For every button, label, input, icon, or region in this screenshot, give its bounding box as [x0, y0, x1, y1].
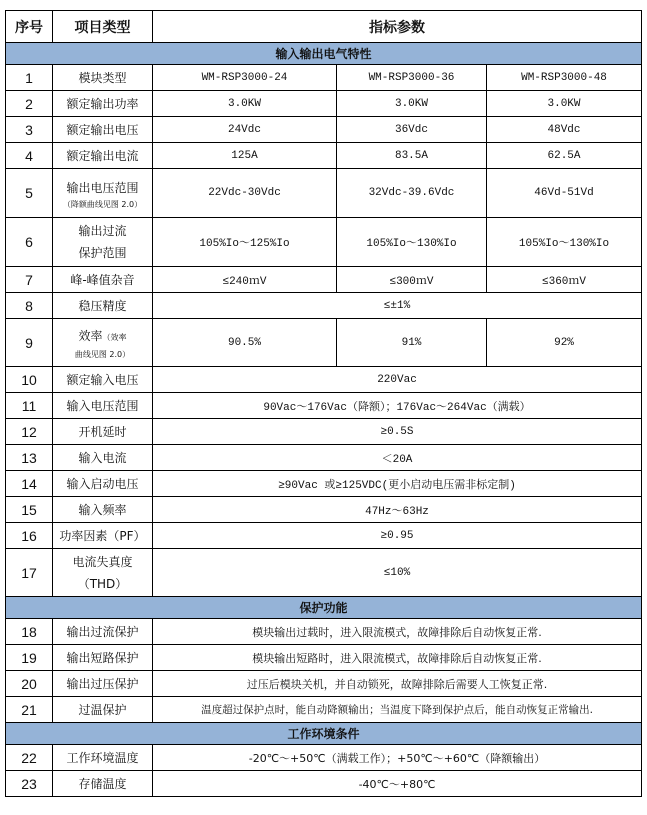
row-item: 稳压精度 — [53, 293, 153, 319]
row-item: 输出短路保护 — [53, 645, 153, 671]
table-row — [6, 445, 642, 471]
section-row — [6, 43, 642, 65]
table-row — [6, 549, 642, 597]
cell-value: 24Vdc — [153, 117, 337, 143]
row-no: 14 — [6, 471, 53, 497]
table-row — [6, 117, 642, 143]
cell-value: ≥0.5S — [153, 419, 642, 445]
cell-value: 模块输出过载时，进入限流模式，故障排除后自动恢复正常. — [153, 619, 642, 645]
table-row — [6, 523, 642, 549]
row-item-note: （效率 — [102, 333, 127, 342]
cell-value: WM-RSP3000-24 — [153, 65, 337, 91]
row-item-label: 输出过流 — [78, 224, 127, 238]
table-row — [6, 91, 642, 117]
table-row — [6, 771, 642, 797]
table-row — [6, 65, 642, 91]
row-no: 18 — [6, 619, 53, 645]
row-no: 20 — [6, 671, 53, 697]
header-row — [6, 11, 642, 43]
cell-value: 62.5A — [487, 143, 642, 169]
row-item: 输出过流保护 — [53, 619, 153, 645]
cell-value: WM-RSP3000-48 — [487, 65, 642, 91]
spec-table — [5, 10, 642, 797]
row-item-label-2: （THD） — [77, 576, 128, 591]
row-no: 11 — [6, 393, 53, 419]
row-item: 额定输入电压 — [53, 367, 153, 393]
row-item-text: 效率 — [78, 329, 103, 343]
row-item-note-2: 曲线见图 2.0） — [74, 350, 131, 359]
table-row — [6, 697, 642, 723]
cell-value: 46Vd-51Vd — [487, 169, 642, 218]
cell-value: -40℃～+80℃ — [153, 771, 642, 797]
row-item-note: （降额曲线见图 2.0） — [62, 199, 143, 209]
row-no: 4 — [6, 143, 53, 169]
row-item: 输入启动电压 — [53, 471, 153, 497]
table-row — [6, 367, 642, 393]
row-item: 输出过压保护 — [53, 671, 153, 697]
cell-value: ≤±1% — [153, 293, 642, 319]
cell-value: 90.5% — [153, 319, 337, 367]
table-row — [6, 267, 642, 293]
row-no: 1 — [6, 65, 53, 91]
table-row — [6, 497, 642, 523]
row-item: 输入电压范围 — [53, 393, 153, 419]
table-row — [6, 218, 642, 267]
row-item — [53, 319, 153, 367]
cell-value: 3.0KW — [337, 91, 487, 117]
header-no: 序号 — [6, 11, 53, 43]
cell-value: 105%Io～125%Io — [153, 218, 337, 267]
cell-value: ≤360ｍV — [487, 267, 642, 293]
cell-value: ≥90Vac 或≥125VDC(更小启动电压需非标定制) — [153, 471, 642, 497]
row-no: 16 — [6, 523, 53, 549]
row-item — [53, 549, 153, 597]
cell-value: WM-RSP3000-36 — [337, 65, 487, 91]
table-row — [6, 745, 642, 771]
row-item: 工作环境温度 — [53, 745, 153, 771]
header-spec: 指标参数 — [153, 11, 642, 43]
cell-value: 105%Io～130%Io — [337, 218, 487, 267]
section-protection: 保护功能 — [6, 597, 642, 619]
row-item — [53, 169, 153, 218]
cell-value: 22Vdc-30Vdc — [153, 169, 337, 218]
row-no: 6 — [6, 218, 53, 267]
table-row — [6, 293, 642, 319]
cell-value: 3.0KW — [487, 91, 642, 117]
row-item: 过温保护 — [53, 697, 153, 723]
cell-value: ≥0.95 — [153, 523, 642, 549]
row-item: 输入电流 — [53, 445, 153, 471]
row-item: 额定输出电压 — [53, 117, 153, 143]
row-item: 存储温度 — [53, 771, 153, 797]
cell-value: -20℃～+50℃（满载工作）；+50℃～+60℃（降额输出） — [153, 745, 642, 771]
row-no: 8 — [6, 293, 53, 319]
row-item-label: 电流失真度 — [72, 554, 133, 569]
cell-value: ≤300ｍV — [337, 267, 487, 293]
cell-value: ≤10% — [153, 549, 642, 597]
row-no: 15 — [6, 497, 53, 523]
cell-value: 105%Io～130%Io — [487, 218, 642, 267]
cell-value: 220Vac — [153, 367, 642, 393]
row-item: 开机延时 — [53, 419, 153, 445]
cell-value: ≤240ｍV — [153, 267, 337, 293]
row-item: 模块类型 — [53, 65, 153, 91]
cell-value: 温度超过保护点时，能自动降额输出；当温度下降到保护点后，能自动恢复正常输出. — [153, 697, 642, 723]
row-item — [53, 218, 153, 267]
row-item: 峰-峰值杂音 — [53, 267, 153, 293]
cell-value: 模块输出短路时，进入限流模式，故障排除后自动恢复正常. — [153, 645, 642, 671]
row-no: 21 — [6, 697, 53, 723]
row-no: 5 — [6, 169, 53, 218]
cell-value: 92% — [487, 319, 642, 367]
cell-value: 125A — [153, 143, 337, 169]
cell-value: 过压后模块关机，并自动锁死，故障排除后需要人工恢复正常. — [153, 671, 642, 697]
table-row — [6, 619, 642, 645]
row-no: 22 — [6, 745, 53, 771]
table-row — [6, 319, 642, 367]
row-item: 额定输出电流 — [53, 143, 153, 169]
table-row — [6, 419, 642, 445]
row-item-label — [55, 325, 150, 349]
row-no: 3 — [6, 117, 53, 143]
row-item: 额定输出功率 — [53, 91, 153, 117]
row-no: 10 — [6, 367, 53, 393]
section-row — [6, 723, 642, 745]
row-no: 7 — [6, 267, 53, 293]
table-row — [6, 645, 642, 671]
row-no: 9 — [6, 319, 53, 367]
cell-value: 32Vdc-39.6Vdc — [337, 169, 487, 218]
cell-value: 83.5A — [337, 143, 487, 169]
table-row — [6, 471, 642, 497]
cell-value: ＜20A — [153, 445, 642, 471]
cell-value: 90Vac～176Vac（降额）；176Vac～264Vac（满载） — [153, 393, 642, 419]
section-row — [6, 597, 642, 619]
row-item: 功率因素（PF） — [53, 523, 153, 549]
cell-value: 3.0KW — [153, 91, 337, 117]
cell-value: 36Vdc — [337, 117, 487, 143]
table-row — [6, 169, 642, 218]
header-item: 项目类型 — [53, 11, 153, 43]
cell-value: 48Vdc — [487, 117, 642, 143]
row-item: 输入频率 — [53, 497, 153, 523]
table-row — [6, 143, 642, 169]
row-item-label-2: 保护范围 — [78, 246, 127, 260]
row-no: 17 — [6, 549, 53, 597]
section-environment: 工作环境条件 — [6, 723, 642, 745]
table-row — [6, 671, 642, 697]
section-io: 输入输出电气特性 — [6, 43, 642, 65]
row-item-label: 输出电压范围 — [66, 180, 139, 195]
row-no: 19 — [6, 645, 53, 671]
cell-value: 47Hz～63Hz — [153, 497, 642, 523]
cell-value: 91% — [337, 319, 487, 367]
row-no: 12 — [6, 419, 53, 445]
table-row — [6, 393, 642, 419]
row-no: 13 — [6, 445, 53, 471]
row-no: 23 — [6, 771, 53, 797]
row-no: 2 — [6, 91, 53, 117]
